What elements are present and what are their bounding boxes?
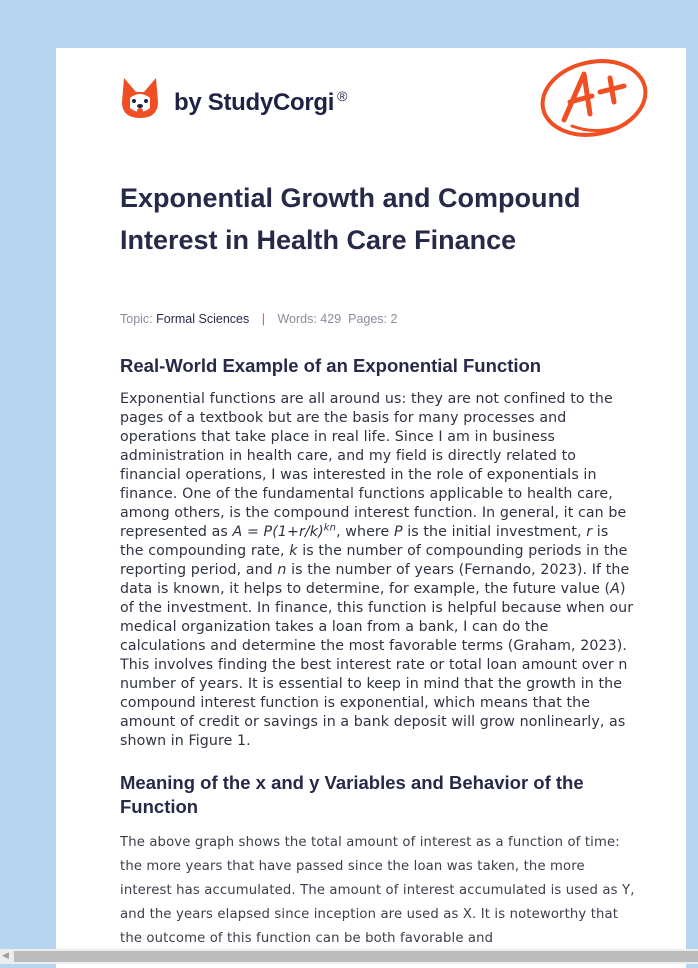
topic-link[interactable]: Formal Sciences [156, 312, 250, 326]
section-heading: Meaning of the x and y Variables and Behavior of the Function [120, 772, 584, 817]
word-count: Words: 429 [277, 312, 342, 326]
meta-separator: | [261, 312, 265, 326]
scrollbar-thumb[interactable] [14, 951, 698, 962]
section-heading: Real-World Example of an Exponential Function [120, 355, 542, 376]
article-title: Exponential Growth and Compound Interest in Health Care Finance [120, 183, 581, 255]
document-page [56, 48, 686, 968]
article-meta [120, 312, 397, 326]
section-paragraph: The above graph shows the total amount of interest as a function of time: the more years that have passed since the loan was taken, the more interest has accumulated. The amount of interest accumulated is used as Y, and the years elapsed since inception are used as X. It is noteworthy that the outcome of this function can be both favorable and [120, 835, 635, 946]
studycorgi-logo[interactable] [120, 76, 347, 120]
scroll-left-icon[interactable]: ◀ [2, 951, 9, 961]
a-plus-grade-icon [538, 56, 650, 142]
page-count: Pages: 2 [348, 312, 398, 326]
horizontal-scrollbar[interactable] [0, 949, 698, 964]
logo-text: by StudyCorgi ® [174, 87, 348, 116]
topic-label: Topic: [120, 312, 153, 326]
section-paragraph: Exponential functions are all around us: they are not confined to the pages of a textbook but are the basis for many processes and operations that take place in real life. Since I am in business administration in health care, and my field is directly related to financial operations, I was interested in the role of exponentials in finance. One of the fundamental functions applicable to health care, among others, is the compound interest function. In general, it can be represented as $A = P(1+r/k)^{kn}$, where P is the initial investment, r is the compounding rate, k is the number of compounding periods in the reporting period, and n is the number of years (Fernando, 2023). If the data is known, it helps to determine, for example, the future value (A) of the investment. In finance, this function is helpful because when our medical organization takes a loan from a bank, I can do the calculations and determine the most favorable terms (Graham, 2023). This involves finding the best interest rate or total loan amount over n number of years. It is essential to keep in mind that the growth in the compound interest function is exponential, which means that the amount of credit or savings in a bank deposit will grow nonlinearly, as shown in Figure 1. [120, 391, 634, 749]
corgi-icon [120, 76, 160, 120]
